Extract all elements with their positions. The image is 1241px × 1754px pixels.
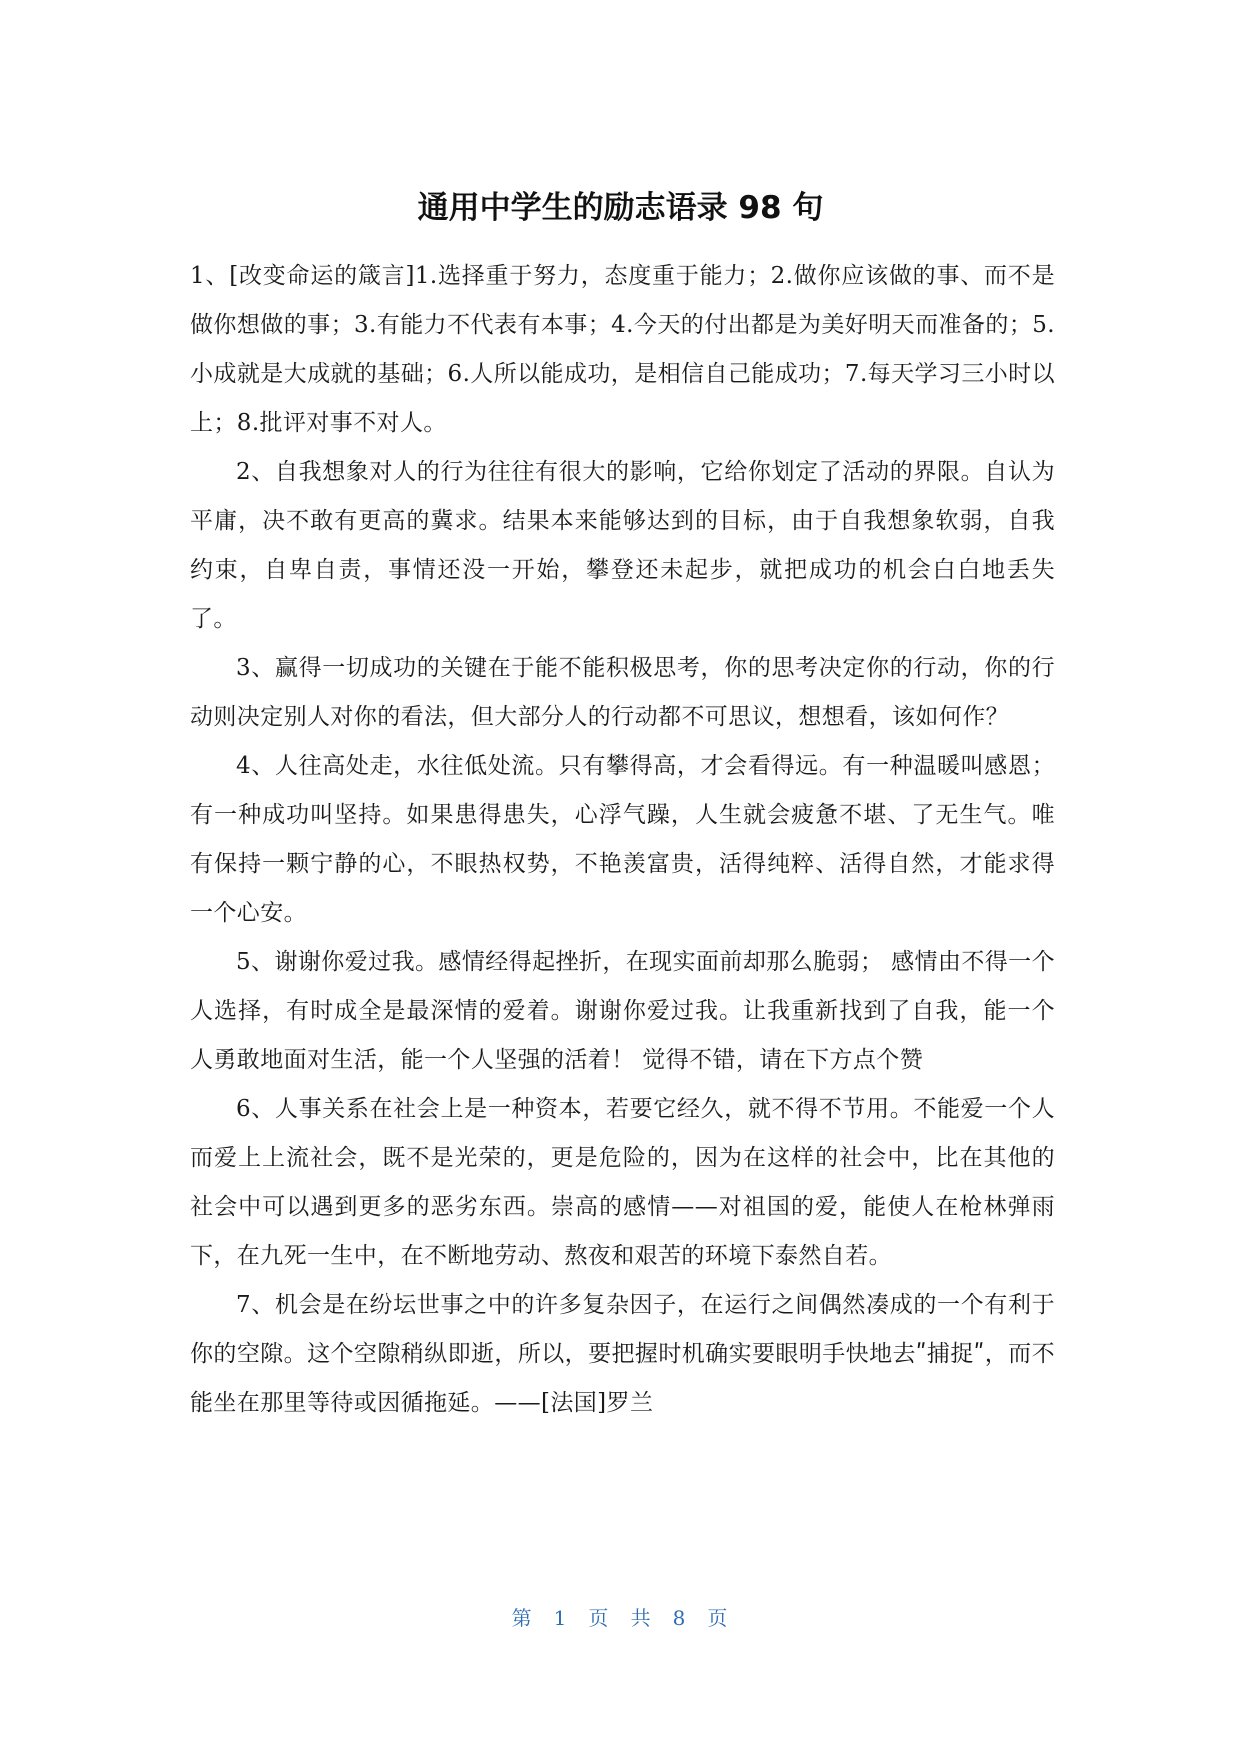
page-number: 1 — [553, 1606, 569, 1630]
paragraph-1: 1、[改变命运的箴言]1.选择重于努力，态度重于能力；2.做你应该做的事、而不是做你想做的事；3.有能力不代表有本事；4.今天的付出都是为美好明天而准备的；5.小成就是大成就的基础；6.人所以能成功，是相信自己能成功；7.每天学习三小时以上；8.批评对事不对人。 — [190, 263, 1055, 436]
page-of-label: 页 共 — [588, 1606, 653, 1630]
page-label: 第 — [511, 1606, 534, 1630]
total-pages: 8 — [672, 1606, 688, 1630]
paragraph-7: 7、机会是在纷坛世事之中的许多复杂因子，在运行之间偶然凑成的一个有利于你的空隙。这个空隙稍纵即逝，所以，要把握时机确实要眼明手快地去ʺ捕捉ʺ，而不能坐在那里等待或因循拖延。——[法国]罗兰 — [190, 1292, 1055, 1416]
page-suffix: 页 — [707, 1606, 730, 1630]
document-body — [190, 252, 1055, 1428]
page-footer — [0, 1604, 1241, 1632]
paragraph-5: 5、谢谢你爱过我。感情经得起挫折，在现实面前却那么脆弱； 感情由不得一个人选择，有时成全是最深情的爱着。谢谢你爱过我。让我重新找到了自我，能一个人勇敢地面对生活，能一个人坚强的活着！ 觉得不错，请在下方点个赞 — [190, 949, 1055, 1073]
document-title: 通用中学生的励志语录 98 句 — [417, 190, 824, 226]
paragraph-2: 2、自我想象对人的行为往往有很大的影响，它给你划定了活动的界限。自认为平庸，决不敢有更高的冀求。结果本来能够达到的目标，由于自我想象软弱，自我约束，自卑自责，事情还没一开始，攀登还未起步，就把成功的机会白白地丢失了。 — [190, 459, 1055, 632]
paragraph-3: 3、赢得一切成功的关键在于能不能积极思考，你的思考决定你的行动，你的行动则决定别人对你的看法，但大部分人的行动都不可思议，想想看，该如何作？ — [190, 655, 1055, 730]
paragraph-6: 6、人事关系在社会上是一种资本，若要它经久，就不得不节用。不能爱一个人而爱上上流社会，既不是光荣的，更是危险的，因为在这样的社会中，比在其他的社会中可以遇到更多的恶劣东西。崇高的感情——对祖国的爱，能使人在枪林弹雨下，在九死一生中，在不断地劳动、熬夜和艰苦的环境下泰然自若。 — [190, 1096, 1055, 1269]
paragraph-4: 4、人往高处走，水往低处流。只有攀得高，才会看得远。有一种温暖叫感恩；有一种成功叫坚持。如果患得患失，心浮气躁，人生就会疲惫不堪、了无生气。唯有保持一颗宁静的心，不眼热权势，不艳羡富贵，活得纯粹、活得自然，才能求得一个心安。 — [190, 753, 1055, 926]
